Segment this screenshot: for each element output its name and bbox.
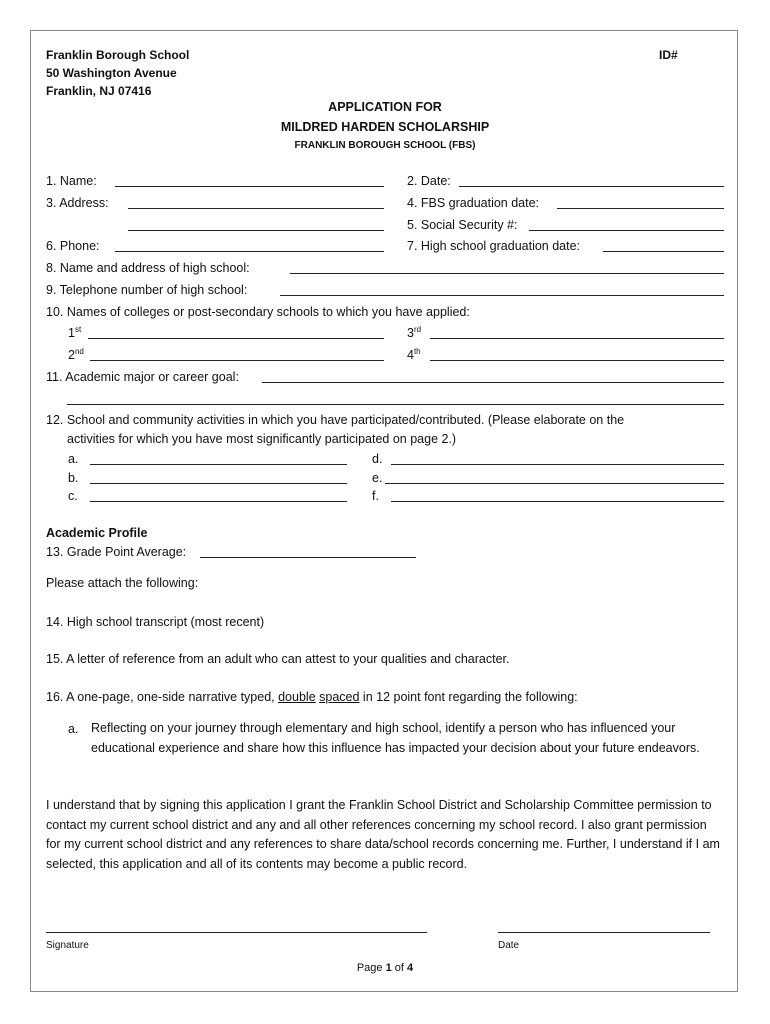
consent-paragraph: I understand that by signing this application I grant the Franklin School District and Scholarship Committee permission to contact my current school district and any and all other references concerning my school record. I also grant permission for my current school district and any references to share data/school records concerning me. Further, I understand if I am selected, this application and all of its contents may become a public record. [46,798,720,871]
address-field-1[interactable] [130,194,382,208]
college-2-label: 2nd [68,346,84,362]
activities-label-2: activities for which you have most significantly participated on page 2.) [67,432,457,446]
college-3-field[interactable] [432,324,722,338]
page-number: Page 1 of 4 [356,962,414,974]
activity-d-field[interactable] [393,450,722,464]
signature-date-label: Date [498,940,520,951]
school-city: Franklin, NJ 07416 [46,84,152,98]
college-2-field[interactable] [92,346,382,360]
phone-label: 6. Phone: [46,239,100,253]
gpa-label: 13. Grade Point Average: [46,545,187,559]
signature-label: Signature [46,940,89,951]
activity-c-field[interactable] [92,487,345,501]
major-label: 11. Academic major or career goal: [46,370,239,384]
college-1-label: 1st [68,324,82,340]
hs-phone-field[interactable] [282,281,722,295]
activity-a-field[interactable] [92,450,345,464]
college-4-label: 4th [407,346,421,362]
address-label: 3. Address: [46,196,109,210]
hs-graduation-label: 7. High school graduation date: [407,239,581,253]
date-label: 2. Date: [407,174,451,188]
name-field[interactable] [117,172,382,186]
fbs-graduation-label: 4. FBS graduation date: [407,196,540,210]
title-line1: APPLICATION FOR [328,100,442,114]
major-field-2[interactable] [69,390,722,404]
activity-e-label: e. [372,471,383,485]
hs-name-address-field[interactable] [292,259,722,273]
major-field-1[interactable] [264,368,722,382]
title-line2: MILDRED HARDEN SCHOLARSHIP [280,120,490,134]
hs-phone-label: 9. Telephone number of high school: [46,283,248,297]
academic-profile-heading: Academic Profile [46,526,148,540]
item-14-transcript: 14. High school transcript (most recent) [46,615,265,629]
college-1-field[interactable] [90,324,382,338]
phone-field[interactable] [117,237,382,251]
ssn-field[interactable] [531,216,722,230]
activity-d-label: d. [372,452,383,466]
name-label: 1. Name: [46,174,97,188]
colleges-label: 10. Names of colleges or post-secondary schools to which you have applied: [46,305,470,319]
signature-field[interactable] [48,916,425,931]
activity-f-field[interactable] [393,487,722,501]
ssn-label: 5. Social Security #: [407,218,518,232]
hs-graduation-field[interactable] [605,237,722,251]
activity-b-field[interactable] [92,469,345,483]
gpa-field[interactable] [202,543,414,557]
date-field[interactable] [461,172,722,186]
fbs-graduation-field[interactable] [559,194,722,208]
item-16-narrative: 16. A one-page, one-side narrative typed, double spaced in 12 point font regarding the following: [46,690,578,704]
item-16a-text: Reflecting on your journey through elementary and high school, identify a person who has influenced your educational experience and share how this influence has impacted your decision about your future endeavors. [91,721,700,755]
activity-f-label: f. [372,489,379,503]
activity-b-label: b. [68,471,79,485]
college-3-label: 3rd [407,324,422,340]
activity-c-label: c. [68,489,78,503]
title-line3: FRANKLIN BOROUGH SCHOOL (FBS) [294,140,476,151]
activity-e-field[interactable] [387,469,722,483]
id-label: ID# [659,48,678,62]
item-16a-label: a. [68,722,79,736]
activities-label-1: 12. School and community activities in which you have participated/contributed. (Please elaborate on the [46,413,625,427]
college-4-field[interactable] [432,346,722,360]
signature-date-field[interactable] [500,916,708,931]
address-field-2[interactable] [130,216,382,230]
hs-name-address-label: 8. Name and address of high school: [46,261,250,275]
school-name: Franklin Borough School [46,48,190,62]
activity-a-label: a. [68,452,79,466]
school-street: 50 Washington Avenue [46,66,177,80]
item-15-reference: 15. A letter of reference from an adult who can attest to your qualities and character. [46,652,510,666]
attach-instruction: Please attach the following: [46,576,199,590]
